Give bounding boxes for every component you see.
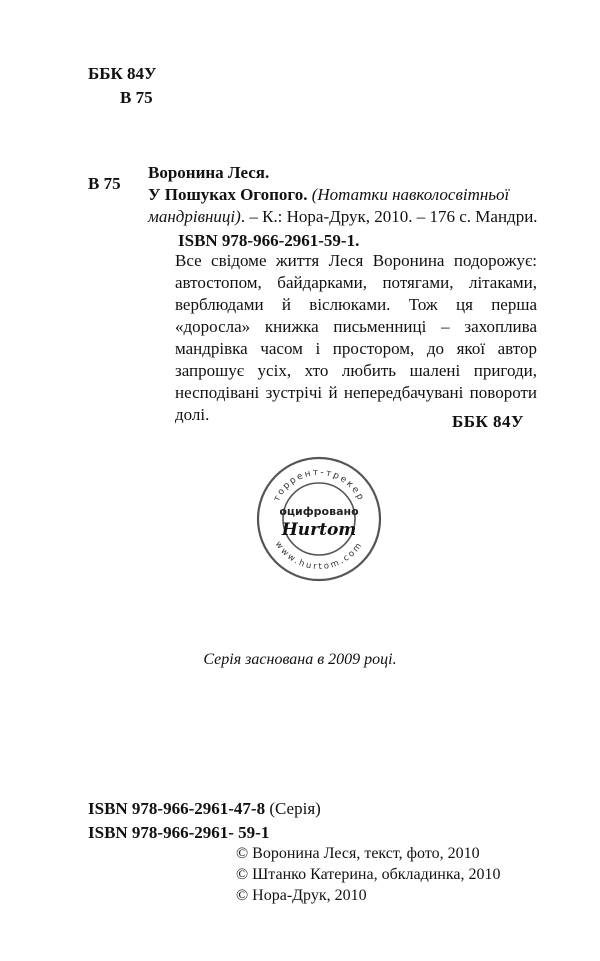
series-label: (Серія) [269, 799, 321, 818]
imprint-line [148, 206, 548, 228]
stamp-graphic [255, 455, 383, 583]
series-isbn: ISBN 978-966-2961-47-8 [88, 799, 266, 818]
stamp-bottom-text: www.hurtom.com [272, 539, 366, 573]
bbk-header [88, 62, 157, 110]
book-isbn-bottom: ISBN 978-966-2961- 59-1 [88, 823, 270, 842]
copyright-publisher: © Нора-Друк, 2010 [236, 887, 367, 904]
copyright-cover: © Штанко Катерина, обкладинка, 2010 [236, 866, 501, 883]
author-mark-left: В 75 [88, 174, 121, 193]
book-subtitle-cont: мандрівниці) [148, 207, 241, 226]
stamp-top-text: торрент-трекер [272, 467, 366, 504]
bbk-code: ББК 84У [88, 64, 157, 83]
stamp-logo-text: Hurtom [281, 520, 357, 540]
isbn-block [88, 797, 321, 845]
series-isbn-line [88, 797, 321, 821]
book-title-line [148, 184, 548, 206]
copyright-text: © Воронина Леся, текст, фото, 2010 [236, 845, 480, 862]
annotation-text: Все свідоме життя Леся Воронина подорожує: автостопом, байдарками, потягами, літаками, верблюдами й віслюками. Тож ця перша «доросла» книжка письменниці – захоплива мандрівка часом і простором, до якої автор запрошує усіх, хто любить шалені пригоди, несподівані зустрічі й непередбачувані повороти долі. [175, 251, 537, 424]
series-note: Серія заснована в 2009 році. [203, 651, 397, 668]
bibliographic-record [148, 162, 548, 252]
copyright-block [236, 843, 500, 906]
book-author: Воронина Леся. [148, 163, 270, 182]
book-isbn: ISBN 978-966-2961-59-1. [178, 231, 360, 250]
book-subtitle: (Нотатки навколосвітньої [311, 185, 510, 204]
book-title: У Пошуках Огопого. [148, 185, 308, 204]
book-imprint: . – К.: Нора-Друк, 2010. – 176 с. Мандри. [240, 207, 538, 226]
bbk-code-right: ББК 84У [452, 412, 525, 431]
stamp-middle-text: оцифровано [279, 505, 359, 518]
hurtom-stamp [255, 455, 383, 583]
author-mark: В 75 [120, 88, 153, 107]
